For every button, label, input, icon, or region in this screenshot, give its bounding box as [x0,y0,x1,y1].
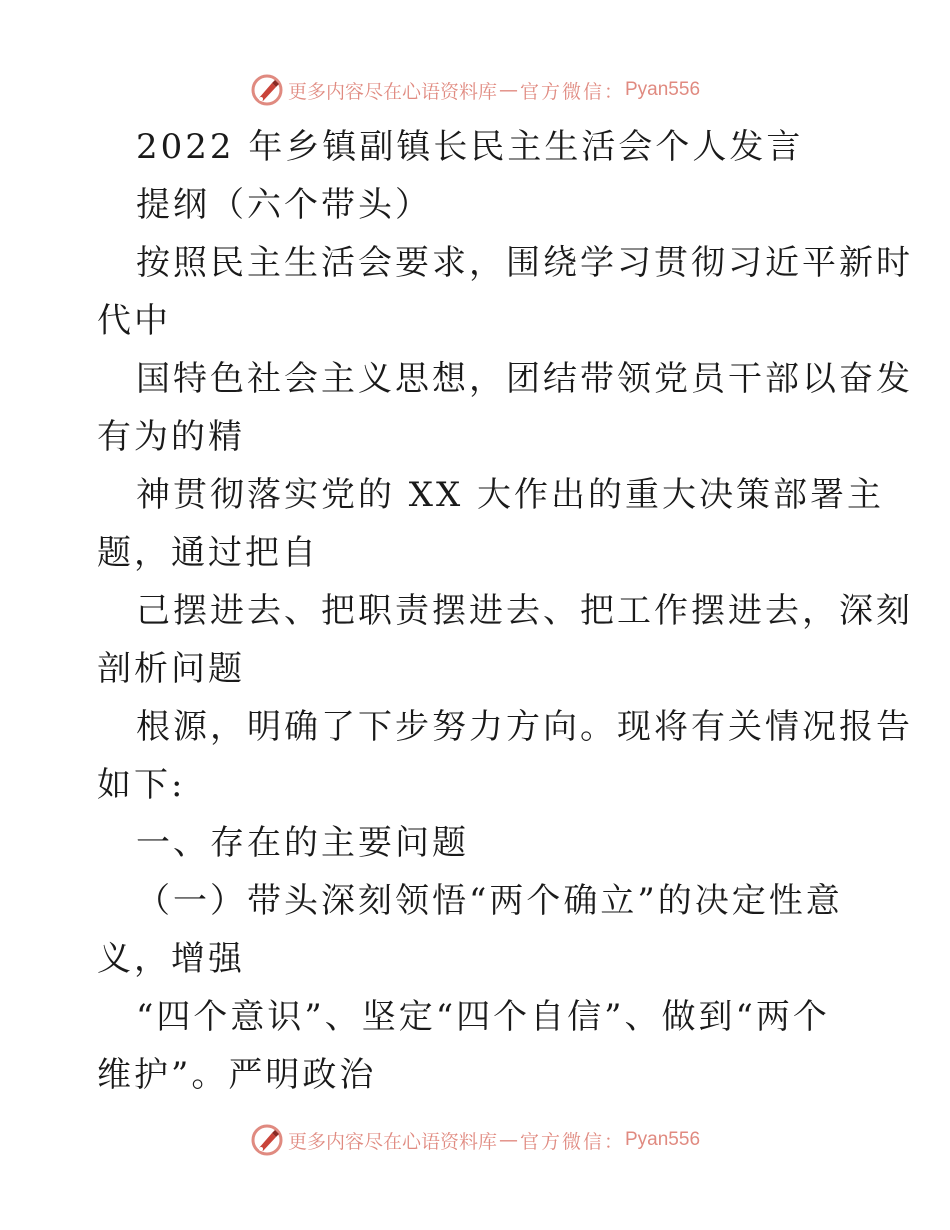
watermark-text: 更多内容尽在心语资料库 [287,80,497,103]
body-line: 如下: [97,765,186,805]
pen-logo-icon [250,73,284,107]
watermark-separator: — [498,1129,518,1151]
pen-logo-icon [250,1123,284,1157]
body-line: 义，增强 [97,939,245,979]
body-line: 国特色社会主义思想，团结带领党员干部以奋发 [136,359,913,399]
body-line: 按照民主生活会要求，围绕学习贯彻习近平新时 [136,243,913,283]
body-line: 代中 [97,301,171,341]
body-line: 有为的精 [97,417,245,457]
body-line: 神贯彻落实党的 XX 大作出的重大决策部署主 [136,475,885,515]
watermark-wechat-label: 官方微信： [519,80,625,103]
body-line: 剖析问题 [97,649,245,689]
watermark-text: 更多内容尽在心语资料库 [287,1130,497,1153]
body-line: 根源，明确了下步努力方向。现将有关情况报告 [136,707,913,747]
body-line: 维护”。严明政治 [97,1055,377,1095]
body-line: 己摆进去、把职责摆进去、把工作摆进去，深刻 [136,591,913,631]
body-line: “四个意识”、坚定“四个自信”、做到“两个 [136,997,830,1037]
body-line: 题，通过把自 [97,533,319,573]
watermark-banner-top [0,70,950,110]
watermark-account: Pyan556 [625,79,701,100]
watermark-account: Pyan556 [625,1129,701,1150]
section-heading: 一、存在的主要问题 [136,823,469,863]
watermark-banner-bottom [0,1120,950,1160]
watermark-wechat-label: 官方微信： [519,1130,625,1153]
subsection-heading: （一）带头深刻领悟“两个确立”的决定性意 [136,881,843,921]
title-line-1: 2022 年乡镇副镇长民主生活会个人发言 [136,127,804,167]
watermark-separator: — [498,79,518,101]
title-line-2: 提纲（六个带头） [136,185,432,225]
